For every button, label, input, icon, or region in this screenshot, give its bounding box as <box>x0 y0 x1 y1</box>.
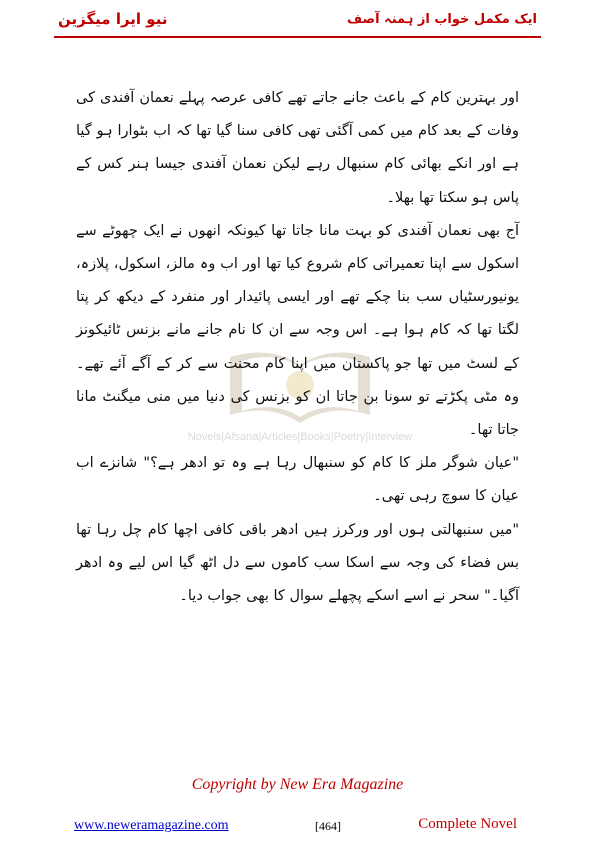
magazine-name: نیو ایرا میگزین <box>58 10 168 28</box>
complete-novel-label: Complete Novel <box>418 816 517 832</box>
copyright-notice: Copyright by New Era Magazine <box>191 776 404 793</box>
header-divider <box>54 36 541 38</box>
page-number: [464] <box>315 819 341 833</box>
watermark-text: Novels|Afsana|Articles|Books|Poetry|Interview <box>187 431 413 443</box>
paragraph: اور بہترین کام کے باعث جانے جاتے تھے کافی عرصہ پہلے نعمان آفندی کی وفات کے بعد کام میں کمی آگئی تھی کافی سنا گیا تھا کہ اب بٹوارا ہو گیا ہے اور انکے بھائی کام سنبھال رہے لیکن نعمان آفندی جیسا ہنر کس کے پاس ہو سکتا تھا بھلا۔ <box>76 90 519 206</box>
paragraph: آج بھی نعمان آفندی کو بہت مانا جاتا تھا کیونکہ انھوں نے ایک چھوٹے سے اسکول سے اپنا تعمیراتی کام شروع کیا تھا اور اب وہ مالز، اسکول، پلازہ، یونیورسٹیاں سب بنا چکے تھے اور ایسی پائیدار اور منفرد کے دیکھ کر پتا لگتا تھا کہ کام ہوا ہے۔ اس وجہ سے ان کا نام جانے مانے بزنس ٹائیکونز کے لسٹ میں تھا جو پاکستان میں اپنا کام محنت سے کر کے آگے آئے تھے۔ وہ مٹی پکڑتے تو سونا بن جاتا ان کو بزنس کی دنیا میں منی میگنٹ مانا جاتا تھا۔ <box>76 222 519 439</box>
paragraph: "میں سنبھالتی ہوں اور ورکرز ہیں ادھر باقی کافی اچھا کام چل رہا تھا بس فضاء کی وجہ سے اسکا سب کاموں سے دل اٹھ گیا اس لیے وہ ادھر آگیا۔" سحر نے اسے اسکے پچھلے سوال کا بھی جواب دیا۔ <box>76 521 519 605</box>
story-title: ایک مکمل خواب از ہمنہ آصف <box>347 12 537 27</box>
paragraph: "عیان شوگر ملز کا کام کو سنبھال رہا ہے وہ تو ادھر ہے؟" شانزے اب عیان کا سوچ رہی تھی۔ <box>76 455 519 505</box>
story-body <box>76 82 519 613</box>
website-link[interactable]: www.neweramagazine.com <box>74 818 229 833</box>
